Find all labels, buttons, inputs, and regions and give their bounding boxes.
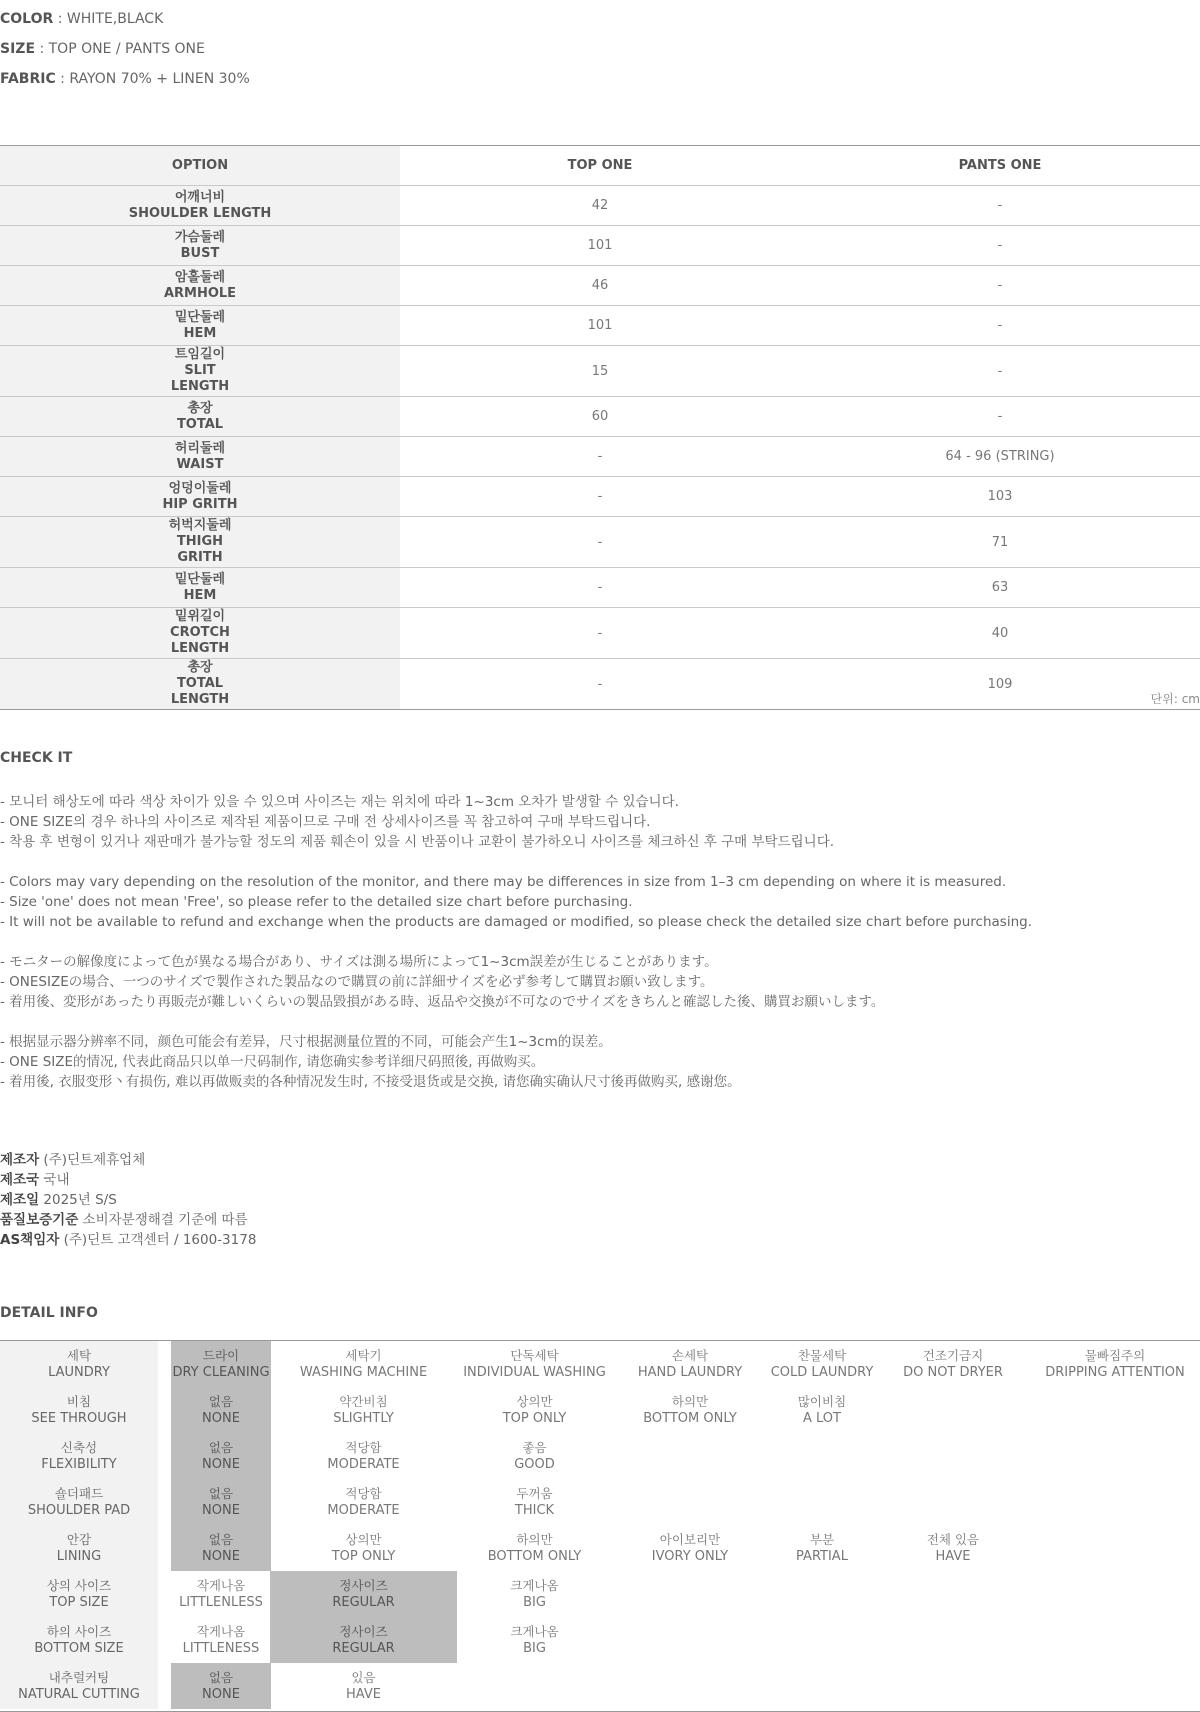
- detail-option: [612, 1341, 768, 1387]
- size-row: [0, 477, 1200, 517]
- option-ko: 가슴둘레: [174, 229, 226, 245]
- detail-row-label: [0, 1479, 158, 1525]
- spec-size: [0, 34, 250, 64]
- option-ko: 총장: [187, 660, 213, 675]
- detail-option: [612, 1525, 768, 1571]
- size-pants-value: 64 - 96 (STRING): [800, 437, 1200, 477]
- option-en: HIP GRITH: [162, 496, 238, 512]
- size-top-value: -: [400, 517, 800, 568]
- detail-row-label: [0, 1617, 158, 1663]
- detail-info-grid: [0, 1340, 1200, 1712]
- detail-option-en: NONE: [202, 1549, 240, 1564]
- detail-option-en: DRIPPING ATTENTION: [1045, 1365, 1185, 1380]
- spec-value: : WHITE,BLACK: [53, 11, 164, 27]
- detail-option-en: SEE THROUGH: [31, 1411, 127, 1426]
- size-row-option: [0, 437, 400, 477]
- detail-option: [876, 1341, 1030, 1387]
- spec-label: FABRIC: [0, 71, 56, 87]
- option-en: TOTAL: [176, 676, 224, 691]
- detail-option: [270, 1617, 457, 1663]
- detail-option-ko: 정사이즈: [339, 1578, 388, 1593]
- detail-option: [171, 1387, 271, 1433]
- option-ko: 총장: [187, 400, 213, 416]
- detail-option-en: REGULAR: [332, 1641, 395, 1656]
- option-en: SHOULDER LENGTH: [128, 205, 272, 221]
- option-en: TOTAL: [176, 416, 224, 432]
- detail-option-en: LAUNDRY: [48, 1365, 110, 1380]
- detail-option-en: SHOULDER PAD: [27, 1503, 131, 1518]
- maker-value: 2025년 S/S: [39, 1192, 117, 1208]
- option-ko: 엉덩이둘레: [168, 480, 232, 496]
- option-en: HEM: [183, 325, 217, 341]
- header-top-one: TOP ONE: [400, 146, 800, 186]
- note-line: - It will not be available to refund and exchange when the products are damaged or modified, so please check the detailed size chart before purchasing.: [0, 914, 1032, 930]
- check-it-notes: [0, 792, 1032, 1092]
- detail-option-en: LINING: [56, 1549, 102, 1564]
- detail-option: [270, 1387, 457, 1433]
- detail-option-ko: 없음: [208, 1532, 234, 1547]
- size-row-option: [0, 226, 400, 266]
- option-en: ARMHOLE: [163, 285, 237, 301]
- size-row: [0, 266, 1200, 306]
- detail-option-en: LITTLENESS: [182, 1641, 260, 1656]
- note-line: - Colors may vary depending on the resolution of the monitor, and there may be differences in size from 1–3 cm depending on where it is measured.: [0, 874, 1007, 890]
- detail-option-en: THICK: [514, 1503, 555, 1518]
- detail-option: [270, 1433, 457, 1479]
- size-top-value: 60: [400, 397, 800, 437]
- size-top-value: -: [400, 477, 800, 517]
- maker-row: [0, 1150, 256, 1170]
- detail-option-en: INDIVIDUAL WASHING: [463, 1365, 606, 1380]
- detail-option-en: IVORY ONLY: [651, 1549, 729, 1564]
- size-row: [0, 568, 1200, 608]
- detail-info-title: DETAIL INFO: [0, 1305, 98, 1321]
- detail-option: [270, 1525, 457, 1571]
- size-table-header: [0, 146, 1200, 186]
- detail-option: [457, 1341, 612, 1387]
- detail-option-ko: 좋음: [522, 1440, 547, 1455]
- size-pants-value: -: [800, 226, 1200, 266]
- detail-option: [171, 1479, 271, 1525]
- detail-row-label: [0, 1571, 158, 1617]
- maker-label: 제조자: [0, 1152, 40, 1168]
- detail-option: [612, 1387, 768, 1433]
- maker-row: [0, 1230, 256, 1250]
- option-en: THIGH: [176, 534, 224, 549]
- note-line: - 모니터 해상도에 따라 색상 차이가 있을 수 있으며 사이즈는 재는 위치에 따라 1~3cm 오차가 발생할 수 있습니다.: [0, 794, 679, 810]
- size-row-option: [0, 477, 400, 517]
- note-line: - 착용 후 변형이 있거나 재판매가 불가능할 정도의 제품 훼손이 있을 시 반품이나 교환이 불가하오니 사이즈를 체크하신 후 구매 부탁드립니다.: [0, 834, 835, 850]
- detail-option-ko: 부분: [809, 1532, 835, 1547]
- spec-label: COLOR: [0, 11, 54, 27]
- detail-option-ko: 없음: [208, 1394, 234, 1409]
- detail-option: [768, 1387, 876, 1433]
- detail-option-en: GOOD: [514, 1457, 555, 1472]
- option-ko: 어깨너비: [174, 189, 226, 205]
- maker-value: (주)딘트 고객센터 / 1600-3178: [59, 1232, 257, 1248]
- note-line: - ONE SIZE의 경우 하나의 사이즈로 제작된 제품이므로 구매 전 상세사이즈를 꼭 참고하여 구매 부탁드립니다.: [0, 814, 651, 830]
- detail-option: [171, 1433, 271, 1479]
- detail-option: [457, 1617, 612, 1663]
- detail-option-en: NONE: [202, 1687, 240, 1702]
- detail-option-ko: 세탁기: [345, 1348, 382, 1363]
- detail-option-en: PARTIAL: [796, 1549, 848, 1564]
- maker-label: AS책임자: [0, 1232, 60, 1248]
- detail-option-ko: 없음: [208, 1486, 234, 1501]
- check-it-title: CHECK IT: [0, 750, 73, 766]
- detail-option-ko: 물빠짐주의: [1084, 1348, 1146, 1363]
- detail-option-en: BOTTOM SIZE: [34, 1641, 124, 1656]
- detail-option: [768, 1525, 876, 1571]
- detail-option-en: NONE: [202, 1503, 240, 1518]
- detail-option-ko: 건조기금지: [922, 1348, 984, 1363]
- detail-option: [270, 1341, 457, 1387]
- detail-option-ko: 아이보리만: [659, 1532, 721, 1547]
- detail-option-en: TOP ONLY: [502, 1411, 567, 1426]
- detail-option-ko: 신축성: [60, 1440, 98, 1455]
- size-row: [0, 437, 1200, 477]
- note-line: - モニターの解像度によって色が異なる場合があり、サイズは測る場所によって1~3cm誤差が生じることがあります。: [0, 954, 718, 970]
- detail-option: [171, 1525, 271, 1571]
- detail-option-ko: 하의 사이즈: [46, 1624, 112, 1639]
- size-pants-value: 63: [800, 568, 1200, 608]
- detail-option-en: TOP ONLY: [331, 1549, 396, 1564]
- detail-option-en: TOP SIZE: [49, 1595, 109, 1610]
- detail-option-en: HAVE: [935, 1549, 971, 1564]
- size-row: [0, 226, 1200, 266]
- spec-label: SIZE: [0, 41, 36, 57]
- size-pants-value: -: [800, 397, 1200, 437]
- detail-option-en: A LOT: [803, 1411, 841, 1426]
- detail-option: [171, 1341, 271, 1387]
- detail-option-en: NATURAL CUTTING: [18, 1687, 140, 1702]
- maker-row: [0, 1190, 256, 1210]
- detail-option: [457, 1525, 612, 1571]
- detail-option-en: LITTLENLESS: [179, 1595, 263, 1610]
- size-top-value: 46: [400, 266, 800, 306]
- detail-option-ko: 두꺼움: [516, 1486, 553, 1501]
- size-row-option: [0, 346, 400, 397]
- size-row-option: [0, 397, 400, 437]
- size-top-value: 15: [400, 346, 800, 397]
- size-top-value: -: [400, 568, 800, 608]
- detail-option: [270, 1571, 457, 1617]
- size-row-option: [0, 568, 400, 608]
- detail-option-ko: 적당함: [345, 1486, 382, 1501]
- maker-label: 제조국: [0, 1172, 40, 1188]
- size-row: [0, 517, 1200, 568]
- detail-option-ko: 상의 사이즈: [46, 1578, 112, 1593]
- spec-value: : TOP ONE / PANTS ONE: [35, 41, 205, 57]
- option-en: LENGTH: [170, 692, 230, 707]
- detail-option-ko: 손세탁: [671, 1348, 709, 1363]
- detail-option-en: COLD LAUNDRY: [770, 1365, 874, 1380]
- maker-value: 소비자분쟁해결 기준에 따름: [78, 1212, 248, 1228]
- option-ko: 밑단둘레: [174, 309, 226, 325]
- detail-option-en: FLEXIBILITY: [41, 1457, 117, 1472]
- size-top-value: -: [400, 659, 800, 710]
- detail-option-ko: 안감: [66, 1532, 92, 1547]
- detail-option-en: HAVE: [346, 1687, 381, 1702]
- spec-value: : RAYON 70% + LINEN 30%: [55, 71, 250, 87]
- size-pants-value: 40: [800, 608, 1200, 659]
- size-row: [0, 186, 1200, 226]
- detail-row-label: [0, 1387, 158, 1433]
- detail-option-en: SLIGHTLY: [333, 1411, 394, 1426]
- size-row-option: [0, 186, 400, 226]
- detail-option-en: DRY CLEANING: [172, 1365, 270, 1380]
- detail-row-label: [0, 1433, 158, 1479]
- size-top-value: -: [400, 437, 800, 477]
- detail-option: [457, 1479, 612, 1525]
- spec-fabric: [0, 64, 250, 94]
- option-en: SLIT: [184, 363, 216, 378]
- detail-option-ko: 많이비침: [797, 1394, 847, 1409]
- size-row: [0, 397, 1200, 437]
- detail-option-ko: 찬물세탁: [797, 1348, 847, 1363]
- option-ko: 허벅지둘레: [168, 518, 232, 533]
- size-row: [0, 346, 1200, 397]
- detail-row-label: [0, 1525, 158, 1571]
- spec-color: [0, 4, 250, 34]
- size-pants-value: -: [800, 306, 1200, 346]
- size-row-option: [0, 306, 400, 346]
- size-pants-value: 71: [800, 517, 1200, 568]
- detail-row-label: [0, 1663, 158, 1709]
- detail-option-en: WASHING MACHINE: [299, 1365, 428, 1380]
- option-en: GRITH: [177, 550, 223, 565]
- detail-option-en: BOTTOM ONLY: [643, 1411, 737, 1426]
- detail-option: [457, 1433, 612, 1479]
- detail-option-ko: 크게나옴: [510, 1578, 559, 1593]
- size-top-value: -: [400, 608, 800, 659]
- detail-option-ko: 약간비침: [339, 1394, 388, 1409]
- detail-option-ko: 세탁: [66, 1348, 92, 1363]
- detail-option-ko: 있음: [351, 1670, 376, 1685]
- maker-row: [0, 1210, 256, 1230]
- size-pants-value: -: [800, 266, 1200, 306]
- detail-option-ko: 드라이: [202, 1348, 240, 1363]
- size-top-value: 42: [400, 186, 800, 226]
- detail-option-ko: 없음: [208, 1670, 234, 1685]
- maker-label: 품질보증기준: [0, 1212, 79, 1228]
- detail-option-ko: 크게나옴: [510, 1624, 559, 1639]
- option-en: HEM: [183, 587, 217, 603]
- size-table: [0, 145, 1200, 710]
- detail-option-ko: 상의만: [345, 1532, 382, 1547]
- detail-option: [876, 1525, 1030, 1571]
- option-en: WAIST: [176, 456, 224, 472]
- detail-option-en: BIG: [523, 1641, 546, 1656]
- detail-option-ko: 작게나옴: [196, 1578, 246, 1593]
- option-en: BUST: [180, 245, 220, 261]
- detail-option-ko: 정사이즈: [339, 1624, 388, 1639]
- header-option: OPTION: [0, 146, 400, 186]
- detail-option-en: NONE: [202, 1411, 240, 1426]
- maker-value: 국내: [39, 1172, 70, 1188]
- size-row: [0, 608, 1200, 659]
- size-row: [0, 306, 1200, 346]
- manufacturer-info: [0, 1150, 256, 1250]
- detail-option-ko: 전체 있음: [926, 1532, 980, 1547]
- detail-option-ko: 하의만: [671, 1394, 709, 1409]
- detail-option-ko: 작게나옴: [196, 1624, 246, 1639]
- option-ko: 밑단둘레: [174, 571, 226, 587]
- size-top-value: 101: [400, 306, 800, 346]
- detail-option-en: MODERATE: [327, 1457, 400, 1472]
- option-ko: 트임길이: [174, 347, 226, 362]
- detail-option-ko: 숄더패드: [54, 1486, 104, 1501]
- size-pants-value: 109: [800, 659, 1200, 710]
- note-line: - ONESIZEの場合、一つのサイズで製作された製品なので購買の前に詳細サイズを必ず参考して購買お願い致します。: [0, 974, 714, 990]
- detail-option: [457, 1387, 612, 1433]
- note-gap: [0, 852, 1032, 872]
- product-spec: [0, 4, 250, 94]
- size-row-option: [0, 608, 400, 659]
- detail-option-ko: 비침: [66, 1394, 92, 1409]
- option-en: LENGTH: [170, 379, 230, 394]
- size-row-option: [0, 659, 400, 710]
- size-row-option: [0, 517, 400, 568]
- detail-option-en: REGULAR: [332, 1595, 395, 1610]
- size-row: [0, 659, 1200, 710]
- option-ko: 허리둘레: [174, 440, 226, 456]
- note-gap: [0, 1012, 1032, 1032]
- option-en: CROTCH: [170, 625, 230, 640]
- detail-option-ko: 내추럴커팅: [48, 1670, 110, 1685]
- detail-option-ko: 적당함: [345, 1440, 382, 1455]
- detail-option: [171, 1663, 271, 1709]
- detail-option: [171, 1571, 271, 1617]
- detail-option: [171, 1617, 271, 1663]
- maker-value: (주)딘트제휴업체: [39, 1152, 146, 1168]
- detail-option-ko: 하의만: [516, 1532, 553, 1547]
- option-en: LENGTH: [170, 641, 230, 656]
- size-pants-value: -: [800, 186, 1200, 226]
- maker-row: [0, 1170, 256, 1190]
- detail-option-en: DO NOT DRYER: [903, 1365, 1003, 1380]
- detail-option: [1030, 1341, 1200, 1387]
- note-line: - 着用後, 衣服变形丶有损伤, 难以再做贩卖的各种情况发生时, 不接受退货或是交换, 请您确实确认尺寸後再做购买, 感谢您。: [0, 1074, 741, 1090]
- unit-label: 단위: cm: [1150, 692, 1200, 706]
- note-line: - 着用後、変形があったり再販売が難しいくらいの製品毀損がある時、返品や交換が不可なのでサイズをきちんと確認した後、購買お願いします。: [0, 994, 885, 1010]
- detail-option: [270, 1479, 457, 1525]
- detail-option-ko: 상의만: [516, 1394, 553, 1409]
- detail-option-ko: 없음: [208, 1440, 234, 1455]
- detail-option-en: BOTTOM ONLY: [487, 1549, 582, 1564]
- detail-option-en: BIG: [523, 1595, 546, 1610]
- size-pants-value: -: [800, 346, 1200, 397]
- detail-option: [768, 1341, 876, 1387]
- header-pants-one: PANTS ONE: [800, 146, 1200, 186]
- option-ko: 밑위길이: [174, 609, 226, 624]
- size-top-value: 101: [400, 226, 800, 266]
- option-ko: 암홀둘레: [174, 269, 226, 285]
- note-line: - Size 'one' does not mean 'Free', so please refer to the detailed size chart before purchasing.: [0, 894, 633, 910]
- detail-option-en: HAND LAUNDRY: [637, 1365, 743, 1380]
- detail-option-en: MODERATE: [327, 1503, 400, 1518]
- detail-option: [457, 1571, 612, 1617]
- detail-option-ko: 단독세탁: [510, 1348, 559, 1363]
- size-row-option: [0, 266, 400, 306]
- size-pants-value: 103: [800, 477, 1200, 517]
- detail-option: [270, 1663, 457, 1709]
- note-gap: [0, 932, 1032, 952]
- detail-row-label: [0, 1341, 158, 1387]
- note-line: - 根据显示器分辨率不同，颜色可能会有差异，尺寸根据测量位置的不同，可能会产生1~3cm的误差。: [0, 1034, 612, 1050]
- note-line: - ONE SIZE的情况, 代表此商品只以单一尺码制作, 请您确实参考详细尺码照後, 再做购买。: [0, 1054, 545, 1070]
- detail-option-en: NONE: [202, 1457, 240, 1472]
- maker-label: 제조일: [0, 1192, 40, 1208]
